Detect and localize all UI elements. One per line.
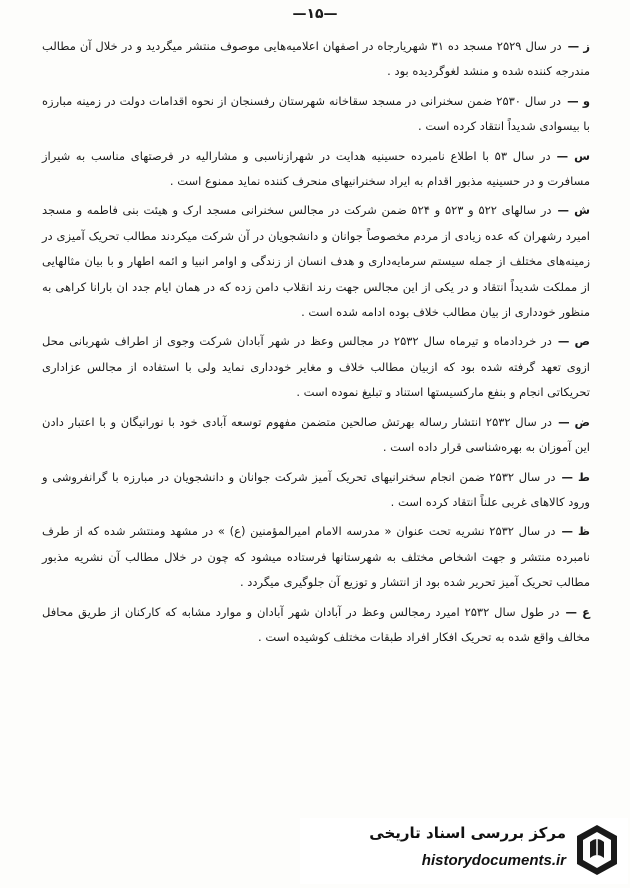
- paragraph-letter: ظ —: [561, 524, 590, 539]
- paragraph-text: در سال ۲۵۲۹ مسجد ده ۳۱ شهریارجاه در اصفهان اعلامیه‌هایی موصوف منتشر میگردید و در خلال آن مطالب مندرجه کننده شده و منشد لغوگردیده بود .: [42, 39, 590, 79]
- paragraph-letter: ش —: [557, 203, 590, 218]
- page-number: —۱۵—: [292, 6, 338, 22]
- paragraph-text: در سال ۵۳ با اطلاع نامبرده حسینیه هدایت در شهرازناسبی و مشارالیه در فرصتهای مناسب به شیراز مسافرت و در حسینیه مذبور اقدام به ایراد سخنرانیهای منحرف کننده نماید ممنوع است .: [42, 148, 590, 189]
- paragraph-letter: ز —: [567, 39, 590, 53]
- document-body: [42, 34, 590, 654]
- paragraph-text: در سالهای ۵۲۲ و ۵۲۳ و ۵۲۴ ضمن شرکت در مجالس سخنرانی مسجد ارک و هیئت بنی فاطمه و مسجد امیرد رشهران که عده زیادی از مردم مخصوصاً جوانان و دانشجویان در آن شرکت میکردند مطالب تحریک آمیزی در زمینه‌های مختلف از جمله سیستم سرمایه‌داری و هدف انسان از زندگی و اوامر انبیا و ائمه اطهار و با بیان مثالهایی از مملکت شدیداً انتقاد و در یکی از این مجالس جهت رند انقلاب دامن زده که در همان ایام جدد ان بارانا کراهی به منظور خودداری از بیان مطالب خلاف بوده ادامه شده است .: [42, 203, 590, 320]
- paragraph-letter: و —: [567, 93, 591, 108]
- paragraph-text: در خردادماه و تیرماه سال ۲۵۳۲ در مجالس وعظ در شهر آبادان شرکت وجوی از اطراف شهربانی محل ازوی تعهد گرفته شده بود که ازبیان مطالب خلاف و مغایر خودداری نماید ولی با استفاده از مجالس عزاداری تحریکاتی انجام و بنفع مارکسیستها استناد و تبلیغ نموده است .: [42, 334, 590, 400]
- paragraph-ein: [42, 600, 590, 651]
- paragraph-vav: [42, 89, 590, 140]
- paragraph-ta: [42, 465, 590, 516]
- paragraph-letter: ع —: [565, 604, 590, 619]
- watermark-url: historydocuments.ir: [421, 852, 566, 869]
- paragraph-zeh: [42, 34, 590, 85]
- paragraph-letter: ط —: [561, 469, 590, 484]
- paragraph-sin: [42, 144, 590, 195]
- paragraph-sad: [42, 329, 590, 405]
- history-documents-logo-icon: [574, 822, 620, 878]
- paragraph-shin: [42, 198, 590, 325]
- paragraph-letter: ص —: [557, 334, 590, 349]
- paragraph-text: در طول سال ۲۵۳۲ امیرد رمجالس وعظ در آبادان شهر آبادان و موارد مشابه که کارکنان از طریق محافل مخالف واقع شده به تحریک افکار افراد طبقات مختلف کوشیده است .: [42, 604, 590, 644]
- paragraph-text: در سال ۲۵۳۲ نشریه تحت عنوان « مدرسه الامام امیرالمؤمنین (ع) » در مشهد ومنتشر شده که از طرف نامبرده منتشر و جهت اشخاص مختلف به شهرستانها فرستاده میشود که چون در خلال مطالب آن نشریه مذبور مطالب تحریک آمیز تحریر شده بود از انتشار و توزیع آن جلوگیری میگردد .: [42, 524, 590, 590]
- paragraph-text: در سال ۲۵۳۲ ضمن انجام سخنرانیهای تحریک آمیز شرکت جوانان و دانشجویان در مبارزه با گرانفروشی و ورود کالاهای غربی علناً انتقاد کرده است .: [42, 469, 590, 509]
- paragraph-za: [42, 519, 590, 595]
- paragraph-letter: ض —: [558, 414, 591, 429]
- watermark-title: مرکز بررسی اسناد تاریخی: [369, 824, 566, 842]
- paragraph-zad: [42, 410, 590, 461]
- watermark: [300, 818, 628, 884]
- paragraph-text: در سال ۲۵۳۰ ضمن سخنرانی در مسجد سقاخانه شهرستان رفسنجان از نحوه اقدامات دولت در زمینه مبارزه با بیسوادی شدیداً انتقاد کرده است .: [42, 93, 590, 134]
- paragraph-letter: س —: [556, 148, 591, 163]
- paragraph-text: در سال ۲۵۳۲ انتشار رساله بهرتش صالحین متضمن مفهوم توسعه آبادی خود با نورانیگان و با اعتبار دادن این آموزان به بهره‌شناسی قرار داده است .: [42, 414, 590, 455]
